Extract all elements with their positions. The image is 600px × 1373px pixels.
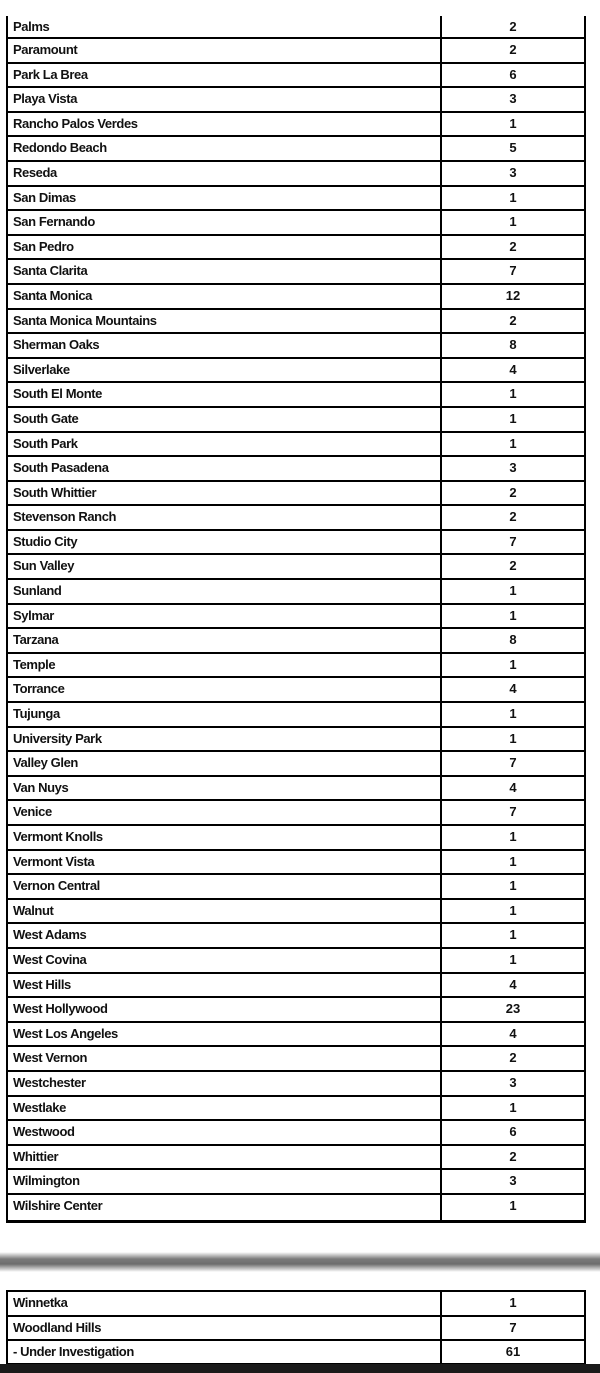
case-count-cell: 1 xyxy=(509,214,517,230)
table-row xyxy=(8,605,584,630)
case-count-cell: 1 xyxy=(509,115,517,131)
case-count-cell: 3 xyxy=(509,91,517,107)
table-row xyxy=(8,236,584,261)
area-name-cell: Winnetka xyxy=(8,1292,442,1315)
case-count-cell: 5 xyxy=(509,140,517,156)
area-name-cell: Wilmington xyxy=(8,1170,442,1193)
area-name-cell: Van Nuys xyxy=(8,777,442,800)
table-row xyxy=(8,1146,584,1171)
area-name-cell: Vermont Vista xyxy=(8,851,442,874)
table-row xyxy=(8,1195,584,1220)
area-name-cell: West Covina xyxy=(8,949,442,972)
table-row xyxy=(8,654,584,679)
case-count-cell: 4 xyxy=(509,976,517,992)
area-name-cell: Palms xyxy=(8,16,442,37)
table-row xyxy=(8,974,584,999)
area-name-cell: - Under Investigation xyxy=(8,1341,442,1363)
table-row xyxy=(8,900,584,925)
cases-table-bottom xyxy=(6,1290,586,1366)
area-name-cell: South Pasadena xyxy=(8,457,442,480)
case-count-cell: 7 xyxy=(509,1319,517,1335)
table-row xyxy=(8,137,584,162)
table-row xyxy=(8,64,584,89)
area-name-cell: Studio City xyxy=(8,531,442,554)
table-row xyxy=(8,88,584,113)
table-row xyxy=(8,1072,584,1097)
area-name-cell: Sylmar xyxy=(8,605,442,628)
table-row xyxy=(8,531,584,556)
case-count-cell: 8 xyxy=(509,632,517,648)
area-name-cell: Santa Clarita xyxy=(8,260,442,283)
case-count-cell: 3 xyxy=(509,460,517,476)
case-count-cell: 1 xyxy=(509,951,517,967)
area-name-cell: Tujunga xyxy=(8,703,442,726)
table-row xyxy=(8,1047,584,1072)
table-row xyxy=(8,924,584,949)
area-name-cell: South Park xyxy=(8,433,442,456)
case-count-cell: 7 xyxy=(509,804,517,820)
case-count-cell: 1 xyxy=(509,927,517,943)
area-name-cell: Temple xyxy=(8,654,442,677)
area-name-cell: Westlake xyxy=(8,1097,442,1120)
case-count-cell: 2 xyxy=(509,238,517,254)
area-name-cell: West Vernon xyxy=(8,1047,442,1070)
area-name-cell: Redondo Beach xyxy=(8,137,442,160)
table-row xyxy=(8,826,584,851)
table-row xyxy=(8,359,584,384)
table-row xyxy=(8,39,584,64)
area-name-cell: Sherman Oaks xyxy=(8,334,442,357)
table-row xyxy=(8,1292,584,1317)
case-count-cell: 1 xyxy=(509,706,517,722)
table-row xyxy=(8,678,584,703)
area-name-cell: Reseda xyxy=(8,162,442,185)
case-count-cell: 4 xyxy=(509,1025,517,1041)
table-row xyxy=(8,1097,584,1122)
area-name-cell: West Hollywood xyxy=(8,998,442,1021)
area-name-cell: Sun Valley xyxy=(8,555,442,578)
table-row xyxy=(8,211,584,236)
case-count-cell: 1 xyxy=(509,853,517,869)
table-row xyxy=(8,408,584,433)
table-row xyxy=(8,162,584,187)
table-row xyxy=(8,383,584,408)
case-count-cell: 7 xyxy=(509,755,517,771)
case-count-cell: 2 xyxy=(509,1050,517,1066)
case-count-cell: 1 xyxy=(509,829,517,844)
case-count-cell: 1 xyxy=(509,878,517,894)
case-count-cell: 1 xyxy=(509,189,517,205)
area-name-cell: South El Monte xyxy=(8,383,442,406)
area-name-cell: Vernon Central xyxy=(8,875,442,898)
case-count-cell: 1 xyxy=(509,1197,517,1213)
table-row xyxy=(8,728,584,753)
area-name-cell: West Los Angeles xyxy=(8,1023,442,1046)
table-row xyxy=(8,334,584,359)
case-count-cell: 1 xyxy=(509,583,517,599)
area-name-cell: Rancho Palos Verdes xyxy=(8,113,442,136)
table-row xyxy=(8,285,584,310)
case-count-cell: 23 xyxy=(505,1001,521,1017)
table-row xyxy=(8,1170,584,1195)
case-count-cell: 7 xyxy=(509,263,517,279)
case-count-cell: 1 xyxy=(509,902,517,918)
case-count-cell: 3 xyxy=(509,1173,517,1189)
table-row xyxy=(8,113,584,138)
area-name-cell: South Gate xyxy=(8,408,442,431)
case-count-cell: 2 xyxy=(509,1148,517,1164)
area-name-cell: Walnut xyxy=(8,900,442,923)
case-count-cell: 2 xyxy=(509,19,517,34)
table-row xyxy=(8,875,584,900)
case-count-cell: 7 xyxy=(509,533,517,549)
area-name-cell: Paramount xyxy=(8,39,442,62)
area-name-cell: South Whittier xyxy=(8,482,442,505)
area-name-cell: University Park xyxy=(8,728,442,751)
page-bottom-edge xyxy=(0,1364,600,1373)
area-name-cell: West Adams xyxy=(8,924,442,947)
area-name-cell: Playa Vista xyxy=(8,88,442,111)
page-break-divider xyxy=(0,1252,600,1272)
case-count-cell: 1 xyxy=(509,435,517,451)
case-count-cell: 2 xyxy=(509,312,517,328)
case-count-cell: 1 xyxy=(509,386,517,402)
case-count-cell: 2 xyxy=(509,558,517,574)
case-count-cell: 4 xyxy=(509,361,517,377)
case-count-cell: 3 xyxy=(509,1074,517,1090)
area-name-cell: Venice xyxy=(8,801,442,824)
area-name-cell: Sunland xyxy=(8,580,442,603)
case-count-cell: 2 xyxy=(509,42,517,57)
table-row xyxy=(8,260,584,285)
table-row xyxy=(8,16,584,39)
case-count-cell: 1 xyxy=(509,1295,517,1310)
area-name-cell: Silverlake xyxy=(8,359,442,382)
table-row xyxy=(8,851,584,876)
case-count-cell: 6 xyxy=(509,66,517,82)
area-name-cell: Vermont Knolls xyxy=(8,826,442,849)
area-name-cell: Tarzana xyxy=(8,629,442,652)
case-count-cell: 6 xyxy=(509,1124,517,1140)
area-name-cell: San Dimas xyxy=(8,187,442,210)
case-count-cell: 2 xyxy=(509,484,517,500)
area-name-cell: Santa Monica Mountains xyxy=(8,310,442,333)
table-row xyxy=(8,310,584,335)
case-count-cell: 1 xyxy=(509,1099,517,1115)
case-count-cell: 1 xyxy=(509,607,517,623)
area-name-cell: Woodland Hills xyxy=(8,1317,442,1340)
case-count-cell: 4 xyxy=(509,681,517,697)
area-name-cell: Whittier xyxy=(8,1146,442,1169)
table-row xyxy=(8,777,584,802)
table-row xyxy=(8,555,584,580)
table-row xyxy=(8,1121,584,1146)
table-row xyxy=(8,580,584,605)
table-row xyxy=(8,998,584,1023)
area-name-cell: San Fernando xyxy=(8,211,442,234)
area-name-cell: Westwood xyxy=(8,1121,442,1144)
case-count-cell: 2 xyxy=(509,509,517,525)
table-row xyxy=(8,482,584,507)
table-row xyxy=(8,506,584,531)
table-row xyxy=(8,433,584,458)
area-name-cell: Santa Monica xyxy=(8,285,442,308)
area-name-cell: Torrance xyxy=(8,678,442,701)
case-count-cell: 3 xyxy=(509,164,517,180)
table-row xyxy=(8,1023,584,1048)
area-name-cell: Westchester xyxy=(8,1072,442,1095)
area-name-cell: West Hills xyxy=(8,974,442,997)
case-count-cell: 1 xyxy=(509,730,517,746)
table-row xyxy=(8,187,584,212)
table-row xyxy=(8,801,584,826)
table-row xyxy=(8,457,584,482)
area-name-cell: San Pedro xyxy=(8,236,442,259)
area-name-cell: Stevenson Ranch xyxy=(8,506,442,529)
area-name-cell: Wilshire Center xyxy=(8,1195,442,1220)
table-row xyxy=(8,949,584,974)
table-row xyxy=(8,1341,584,1366)
area-name-cell: Valley Glen xyxy=(8,752,442,775)
case-count-cell: 8 xyxy=(509,337,517,353)
case-count-cell: 12 xyxy=(505,287,521,303)
case-count-cell: 1 xyxy=(509,410,517,426)
cases-table-top xyxy=(6,16,586,1223)
case-count-cell: 1 xyxy=(509,656,517,672)
table-row xyxy=(8,1317,584,1342)
table-row xyxy=(8,752,584,777)
table-row xyxy=(8,629,584,654)
table-row xyxy=(8,703,584,728)
area-name-cell: Park La Brea xyxy=(8,64,442,87)
case-count-cell: 4 xyxy=(509,779,517,795)
case-count-cell: 61 xyxy=(505,1344,521,1360)
